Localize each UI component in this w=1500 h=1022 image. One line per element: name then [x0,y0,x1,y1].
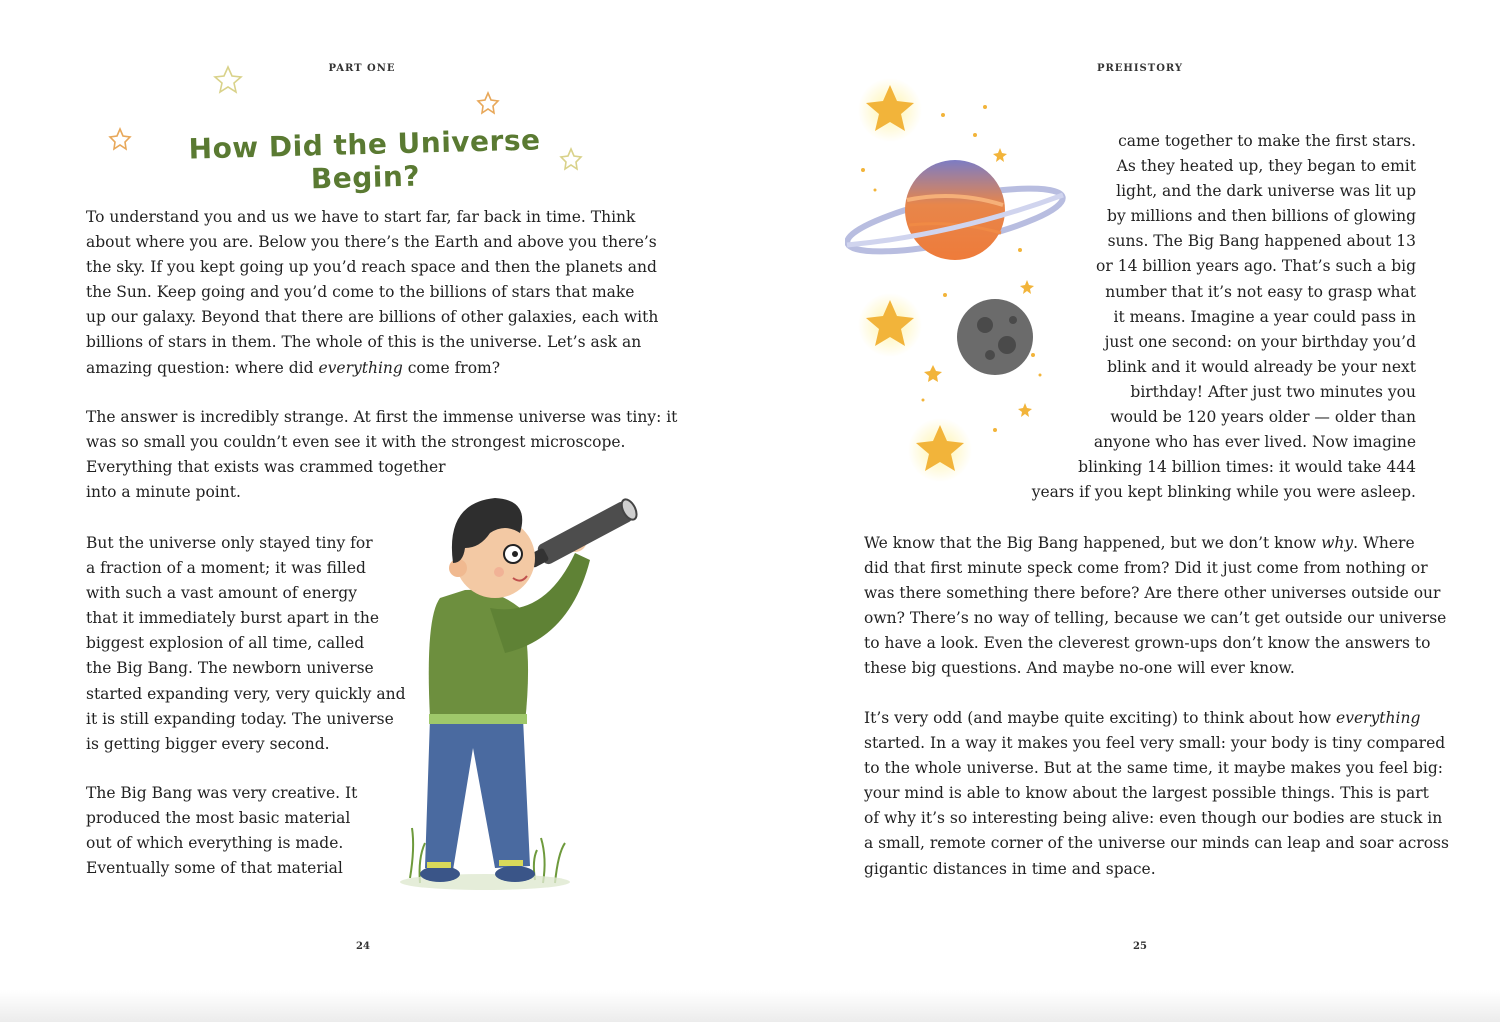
paragraph-5: came together to make the first stars. As they heated up, they began to emit light, and the dark universe was lit up by millions and then billions of glowing suns. The Big Bang happened about 13 or 14 billion years ago. That’s such a big number that it’s not easy to grasp what it means. Imagine a year could pass in just one second: on your birthday you’d blink and it would already be your next birthday! After just two minutes you would be 120 years older — older than anyone who has ever lived. Now imagine blinking 14 billion times: it would take 444 years if you kept blinking while you were asleep. [1031,132,1416,502]
running-head-right: PREHISTORY [1096,63,1184,74]
paragraph-6: We know that the Big Bang happened, but we don’t know why. Where did that first minute speck come from? Did it just come from nothing or was there something there before? Are there other universes outside our own? There’s no way of telling, because we can’t get outside our universe to have a look. Even the cleverest grown-ups don’t know the answers to these big questions. And maybe no-one will ever know. [864,534,1447,678]
page-number-left: 24 [356,941,370,952]
star-icon [561,149,581,169]
page-number-right: 25 [1133,941,1147,952]
boy-with-telescope-illustration [395,478,655,903]
star-icon [110,129,130,149]
paragraph-1: To understand you and us we have to start far, far back in time. Think about where you are. Below you there’s the Earth and above you there’s the sky. If you kept going up you’d reach space and then the planets and the Sun. Keep going and you’d come to the billions of stars that make up our galaxy. Beyond that there are billions of other galaxies, each with billions of stars in them. The whole of this is the universe. Let’s ask an amazing question: where did everything come from? [86,208,659,377]
star-icon [215,67,241,92]
paragraph-4: The Big Bang was very creative. It produced the most basic material out of which everything is made. Eventually some of that material [86,784,358,878]
paragraph-3: But the universe only stayed tiny for a fraction of a moment; it was filled with such a vast amount of energy that it immediately burst apart in the biggest explosion of all time, called the Big Bang. The newborn universe started expanding very, very quickly and it is still expanding today. The universe is getting bigger every second. [86,534,406,753]
page-edge-shadow [0,990,1500,1022]
running-head-left: PART ONE [328,63,396,74]
paragraph-7: It’s very odd (and maybe quite exciting) to think about how everything started. In a way it makes you feel very small: your body is tiny compared to the whole universe. But at the same time, it maybe makes you feel big: your mind is able to know about the largest possible things. This is part of why it’s so interesting being alive: even though our bodies are stuck in a small, remote corner of the universe our minds can leap and soar across gigantic distances in time and space. [864,709,1449,878]
chapter-title: How Did the Universe Begin? [188,123,541,196]
star-icon [478,93,498,113]
right-page [750,0,1500,1022]
paragraph-2: The answer is incredibly strange. At first the immense universe was tiny: it was so small you couldn’t even see it with the strongest microscope. Everything that exists was crammed together into a minute point. [86,408,678,502]
